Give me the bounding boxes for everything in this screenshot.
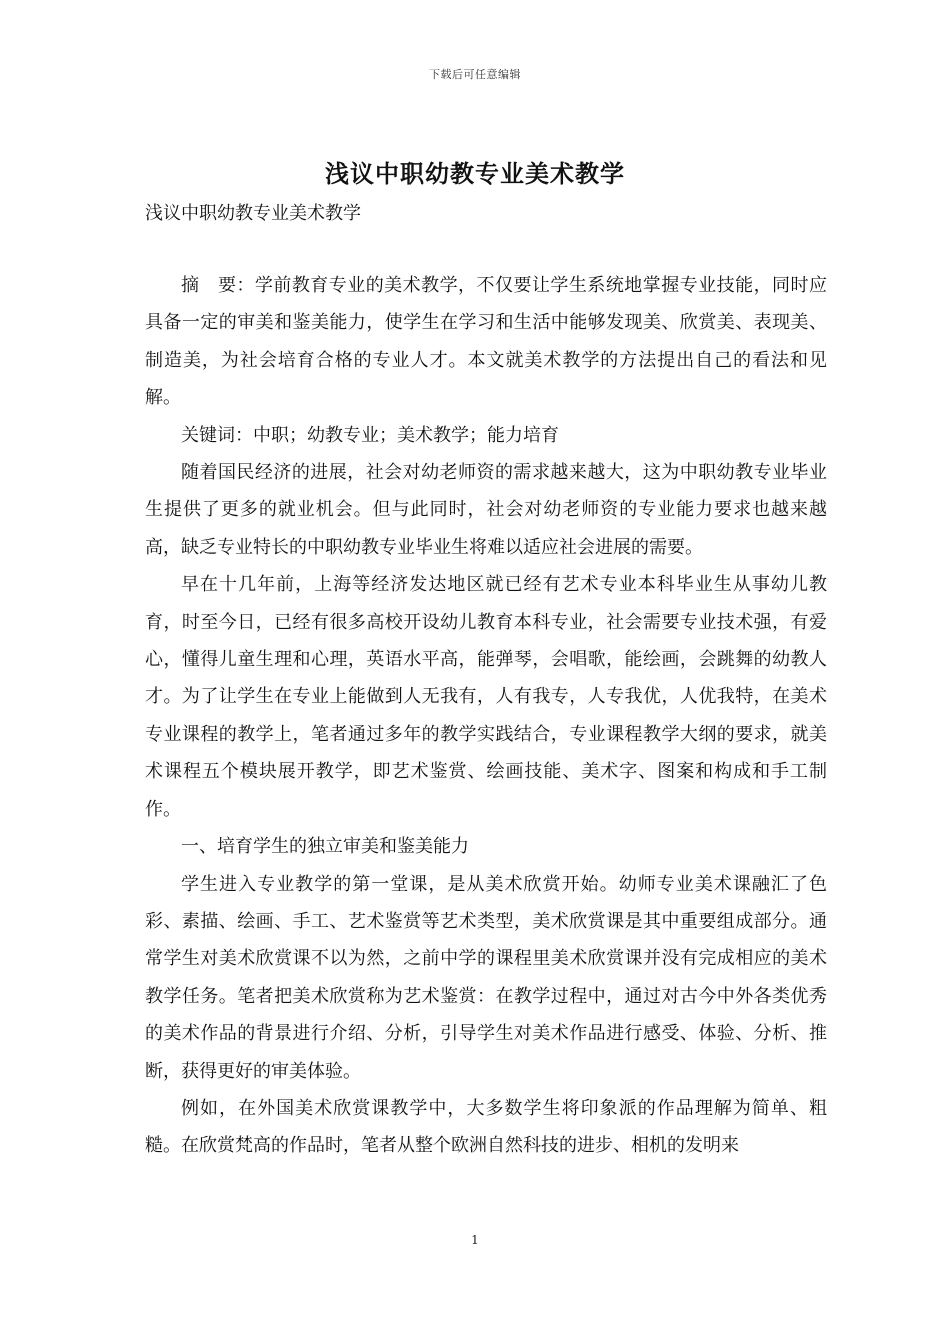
document-subtitle: 浅议中职幼教专业美术教学	[145, 203, 361, 224]
document-title: 浅议中职幼教专业美术教学	[325, 159, 625, 188]
body-paragraph: 例如，在外国美术欣赏课教学中，大多数学生将印象派的作品理解为简单、粗糙。在欣赏梵高的作品时，笔者从整个欧洲自然科技的进步、相机的发明来	[145, 1097, 827, 1157]
body-paragraph: 随着国民经济的进展，社会对幼老师资的需求越来越大，这为中职幼教专业毕业生提供了更多的就业机会。但与此同时，社会对幼老师资的专业能力要求也越来越高，缺乏专业特长的中职幼教专业毕业生将难以适应社会进展的需要。	[145, 462, 827, 558]
page-number: 1	[471, 1233, 479, 1247]
body-paragraph: 早在十几年前，上海等经济发达地区就已经有艺术专业本科毕业生从事幼儿教育，时至今日，已经有很多高校开设幼儿教育本科专业，社会需要专业技术强，有爱心，懂得儿童生理和心理，英语水平高，能弹琴，会唱歌，能绘画，会跳舞的幼教人才。为了让学生在专业上能做到人无我有，人有我专，人专我优，人优我特，在美术专业课程的教学上，笔者通过多年的教学实践结合，专业课程教学大纲的要求，就美术课程五个模块展开教学，即艺术鉴赏、绘画技能、美术字、图案和构成和手工制作。	[145, 574, 827, 820]
document-body	[145, 267, 827, 1165]
abstract-paragraph: 摘 要：学前教育专业的美术教学，不仅要让学生系统地掌握专业技能，同时应具备一定的审美和鉴美能力，使学生在学习和生活中能够发现美、欣赏美、表现美、制造美，为社会培育合格的专业人才。本文就美术教学的方法提出自己的看法和见解。	[145, 275, 827, 409]
keywords-paragraph: 关键词：中职；幼教专业；美术教学；能力培育	[181, 424, 559, 446]
section-heading: 一、培育学生的独立审美和鉴美能力	[181, 836, 469, 858]
page-header-note: 下载后可任意编辑	[429, 68, 521, 81]
body-paragraph: 学生进入专业教学的第一堂课，是从美术欣赏开始。幼师专业美术课融汇了色彩、素描、绘画、手工、艺术鉴赏等艺术类型，美术欣赏课是其中重要组成部分。通常学生对美术欣赏课不以为然，之前中学的课程里美术欣赏课并没有完成相应的美术教学任务。笔者把美术欣赏称为艺术鉴赏：在教学过程中，通过对古今中外各类优秀的美术作品的背景进行介绍、分析，引导学生对美术作品进行感受、体验、分析、推断，获得更好的审美体验。	[145, 873, 827, 1082]
